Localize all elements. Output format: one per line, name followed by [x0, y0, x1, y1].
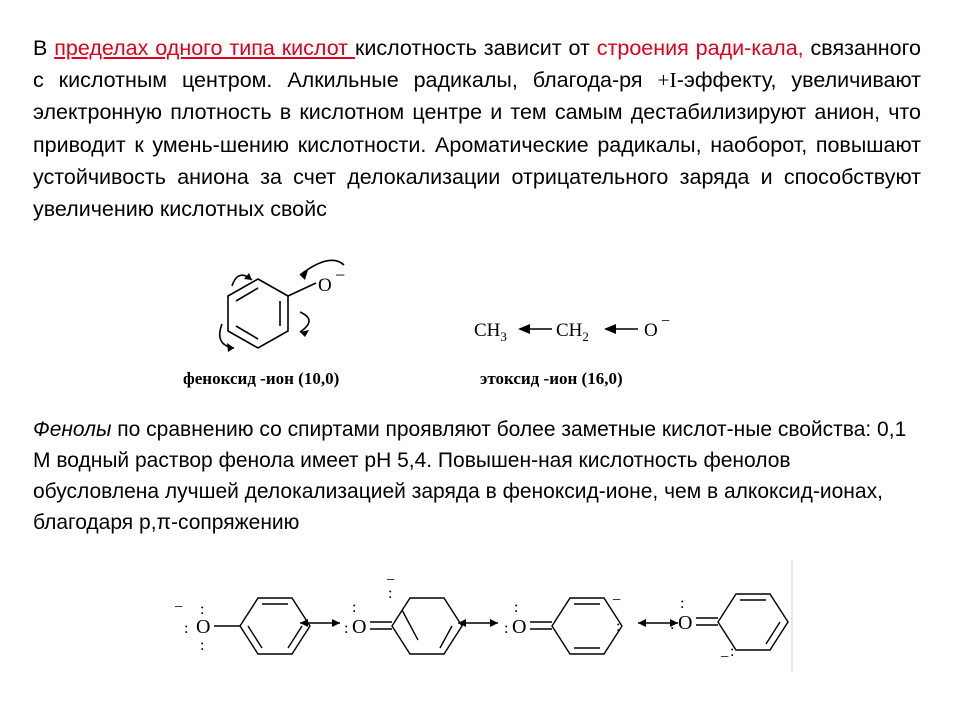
lone-pair: : [344, 620, 349, 637]
o-label-1: O [196, 616, 211, 638]
text-segment: связанного с кислотным центром. Алкильные радикалы, благода-ря [33, 36, 921, 93]
ring-1 [240, 598, 310, 654]
lone-pair: : [184, 620, 189, 637]
phenols-term: Фенолы [33, 418, 112, 441]
phenoxide-caption: феноксид -ион (10,0) [183, 369, 340, 388]
lone-pair: : [200, 637, 205, 654]
ethoxide-caption: этоксид -ион (16,0) [480, 369, 623, 388]
ch3-subscript: 3 [500, 329, 507, 344]
lone-pair: : [616, 618, 621, 635]
minus-charge: − [612, 592, 622, 609]
ch3-label: CH [474, 320, 501, 341]
minus-charge: − [386, 572, 396, 589]
o-label-2: O [352, 616, 367, 638]
o-label-3: O [512, 616, 527, 638]
lone-pair: : [200, 601, 205, 618]
inductive-effect-symbol: +I [657, 68, 677, 93]
ethoxide-charge: − [661, 313, 671, 330]
text-segment: -эффекту, увеличивают электронную плотность в кислотном центре и тем самым дестабилизируют анион, что приводит к умень-шению кислотности. Ароматические радикалы, наоборот, повышают устойчивость аниона за счет делокализации отрицательного заряда и способствуют увеличению кислотных свойс [33, 68, 921, 222]
o-label-4: O [678, 612, 693, 634]
lone-pair: : [388, 585, 393, 602]
minus-charge: − [720, 649, 730, 666]
text-segment: В [33, 36, 55, 60]
double-bond [248, 626, 262, 648]
lone-pair: : [670, 616, 675, 633]
lone-pair: : [730, 643, 735, 660]
lone-pair: : [352, 599, 357, 616]
phenoxide-oxygen: O [318, 275, 332, 296]
ch2-label: CH [556, 320, 583, 341]
charges-and-lone-pairs [174, 572, 734, 666]
lone-pair: : [504, 620, 509, 637]
ring-4 [718, 594, 788, 650]
text-segment: кислотность зависит от [354, 36, 597, 60]
minus-charge: − [174, 599, 184, 616]
highlight-acid-type: пределах одного типа кислот [54, 36, 355, 60]
phenoxide-charge: − [335, 265, 346, 285]
ethoxide-oxygen: O [644, 320, 658, 341]
text-segment: по сравнению со спиртами проявляют более заметные кислот-ные свойства: 0,1 М водный раствор фенола имеет рН 5,4. Повышен-ная кислотность фенолов обусловлена лучшей делокализацией заряда в феноксид-ионе, чем в алкоксид-ионах, благодаря р,π-сопряжению [33, 418, 907, 534]
lone-pair: : [680, 595, 685, 612]
ch2-subscript: 2 [582, 329, 589, 344]
double-bond [402, 610, 418, 640]
double-bond [766, 622, 780, 644]
highlight-radical-structure: строения ради-кала, [596, 36, 804, 60]
lone-pair: : [514, 599, 519, 616]
double-bond [288, 626, 302, 648]
